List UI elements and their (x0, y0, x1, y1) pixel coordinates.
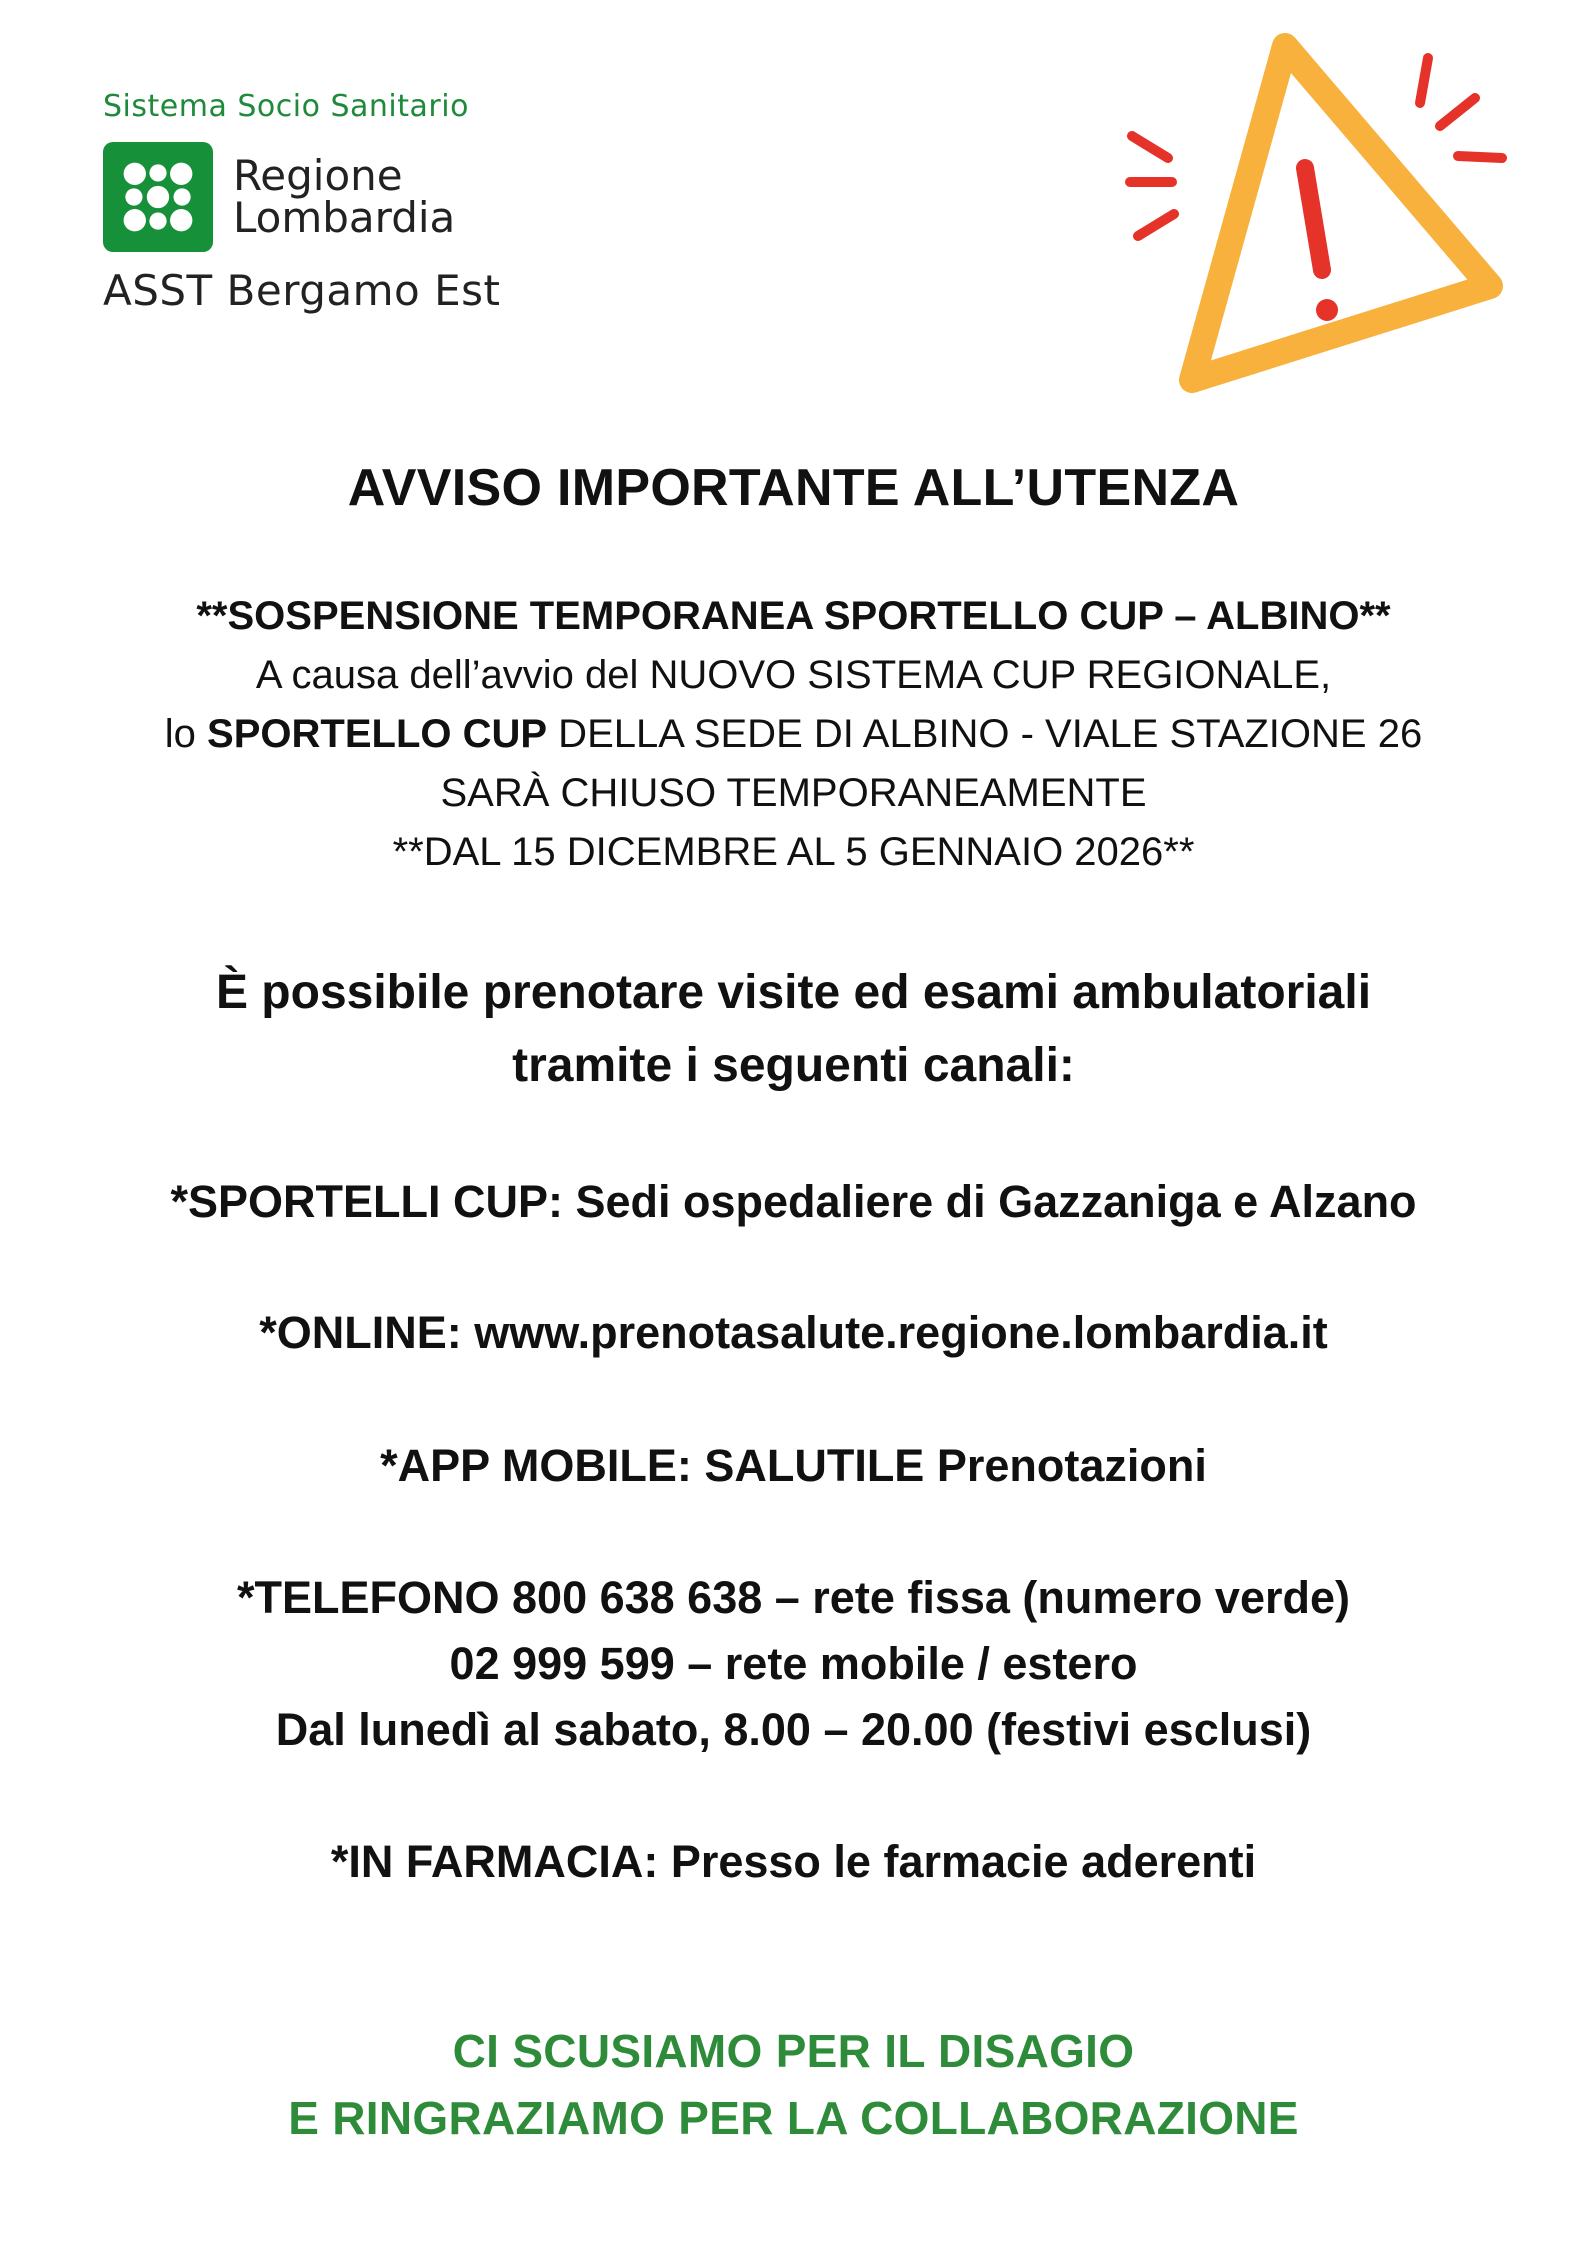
channel-telefono-line-1: *TELEFONO 800 638 638 – rete fissa (numero verde) (237, 1572, 1350, 1623)
notice-line-1: A causa dell’avvio del NUOVO SISTEMA CUP REGIONALE, (255, 653, 1332, 697)
logo-row (103, 142, 563, 252)
rosa-camuna-icon (103, 142, 213, 252)
page-title: AVVISO IMPORTANTE ALL’UTENZA (347, 459, 1240, 517)
warning-triangle-icon (1110, 18, 1530, 398)
logo-tagline: Sistema Socio Sanitario (103, 89, 469, 124)
booking-line-1: È possibile prenotare visite ed esami ambulatoriali (215, 966, 1372, 1019)
closing-line-1: CI SCUSIAMO PER IL DISAGIO (452, 2025, 1135, 2077)
booking-line-2: tramite i seguenti canali: (512, 1039, 1075, 1092)
logo-organization: ASST Bergamo Est (103, 266, 501, 315)
logo-name-line1: Regione (233, 151, 403, 200)
channel-telefono-line-3: Dal lunedì al sabato, 8.00 – 20.00 (festivi esclusi) (275, 1704, 1312, 1755)
closing-line-2: E RINGRAZIAMO PER LA COLLABORAZIONE (288, 2092, 1299, 2144)
notice-line-2 (0, 705, 1587, 763)
notice-line-2-suffix: DELLA SEDE DI ALBINO - VIALE STAZIONE 26 (547, 712, 1423, 756)
notice-line-3: SARÀ CHIUSO TEMPORANEAMENTE (440, 771, 1147, 815)
notice-line-2-prefix: lo (164, 712, 208, 756)
channel-online: *ONLINE: www.prenotasalute.regione.lombardia.it (259, 1307, 1328, 1358)
channel-app: *APP MOBILE: SALUTILE Prenotazioni (380, 1440, 1207, 1491)
channel-telefono-line-2: 02 999 599 – rete mobile / estero (449, 1638, 1138, 1689)
notice-line-2-bold: SPORTELLO CUP (207, 712, 548, 756)
channel-farmacia: *IN FARMACIA: Presso le farmacie aderenti (330, 1836, 1257, 1887)
regione-lombardia-logo (103, 89, 563, 315)
notice-line-4: **DAL 15 DICEMBRE AL 5 GENNAIO 2026** (392, 830, 1195, 874)
channel-sportelli: *SPORTELLI CUP: Sedi ospedaliere di Gazzaniga e Alzano (170, 1176, 1417, 1227)
logo-name-line2: Lombardia (233, 193, 456, 242)
logo-name (233, 151, 456, 242)
notice-heading: **SOSPENSIONE TEMPORANEA SPORTELLO CUP – ALBINO** (196, 594, 1391, 638)
